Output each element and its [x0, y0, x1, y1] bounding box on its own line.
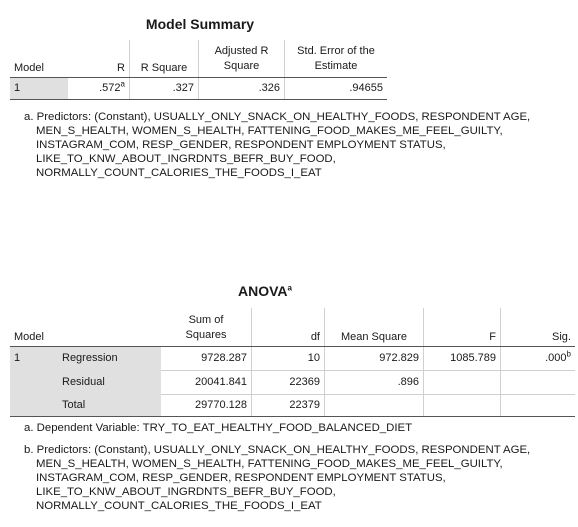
ss-line2: Squares — [185, 328, 227, 341]
std-error-cell: .94655 — [285, 77, 388, 99]
col-f-header: F — [424, 308, 501, 346]
anova-footnote-a — [24, 421, 412, 435]
ss-cell: 9728.287 — [161, 346, 252, 370]
row-label-cell: Regression — [58, 346, 161, 370]
anova-title: ANOVA$^a$ — [238, 283, 292, 299]
row-label-cell: Residual — [58, 370, 161, 394]
row-model-cell: 1 — [10, 346, 58, 370]
f-cell: 1085.789 — [424, 346, 501, 370]
ms-cell: .896 — [325, 370, 424, 394]
se-line2: Estimate — [314, 59, 358, 72]
model-summary-table — [10, 40, 387, 100]
col-df-header: df — [252, 308, 325, 346]
footnote-line: INSTAGRAM_COM, RESP_GENDER, RESPONDENT EMPLOYMENT STATUS, — [36, 139, 446, 151]
col-label-header — [58, 308, 161, 346]
r-superscript: a — [120, 79, 125, 89]
footnote-line: LIKE_TO_KNW_ABOUT_INGRDNTS_BEFR_BUY_FOOD, — [36, 153, 336, 165]
ss-cell: 29770.128 — [161, 394, 252, 416]
model-summary-footnote — [24, 110, 530, 180]
se-line1: Std. Error of the — [297, 44, 375, 57]
footnote-line: MEN_S_HEALTH, WOMEN_S_HEALTH, FATTENING_FOOD_MAKES_ME_FEEL_GUILTY, — [36, 125, 503, 137]
sig-cell — [501, 394, 576, 416]
table-row — [10, 346, 575, 370]
col-adj-r-square-header — [199, 40, 285, 77]
footnote-line: MEN_S_HEALTH, WOMEN_S_HEALTH, FATTENING_FOOD_MAKES_ME_FEEL_GUILTY, — [36, 458, 503, 470]
col-sig-header: Sig. — [501, 308, 576, 346]
footnote-line: NORMALLY_COUNT_CALORIES_THE_FOODS_I_EAT — [36, 167, 322, 179]
table-row — [10, 394, 575, 416]
r-square-cell: .327 — [130, 77, 199, 99]
r-value-cell: .572$^a$ — [68, 77, 130, 99]
df-cell: 22369 — [252, 370, 325, 394]
footnote-line: NORMALLY_COUNT_CALORIES_THE_FOODS_I_EAT — [36, 500, 322, 512]
col-std-error-header — [285, 40, 388, 77]
footnote-line: LIKE_TO_KNW_ABOUT_INGRDNTS_BEFR_BUY_FOOD, — [36, 486, 336, 498]
row-model-cell: 1 — [10, 77, 68, 99]
ms-cell: 972.829 — [325, 346, 424, 370]
sig-superscript: b — [566, 349, 571, 359]
anova-table — [10, 308, 575, 417]
row-model-cell — [10, 370, 58, 394]
df-cell: 22379 — [252, 394, 325, 416]
anova-footnote-b — [24, 443, 530, 513]
table-row — [10, 370, 575, 394]
footnote-line: a. Dependent Variable: TRY_TO_EAT_HEALTHY_FOOD_BALANCED_DIET — [24, 422, 413, 434]
ss-line1: Sum of — [188, 313, 224, 326]
table-header-row — [10, 308, 575, 346]
anova-title-superscript: a — [287, 283, 292, 293]
ms-cell — [325, 394, 424, 416]
adj-r-line1: Adjusted R — [214, 44, 269, 57]
table-header-row — [10, 40, 387, 77]
row-model-cell — [10, 394, 58, 416]
sig-cell: .000$^b$ — [501, 346, 576, 370]
sig-cell — [501, 370, 576, 394]
col-model-header: Model — [10, 40, 68, 77]
col-r-square-header: R Square — [130, 40, 199, 77]
model-summary-title: Model Summary — [145, 16, 255, 32]
table-row — [10, 77, 387, 99]
col-model-header: Model — [10, 308, 58, 346]
f-cell — [424, 370, 501, 394]
footnote-line: a. Predictors: (Constant), USUALLY_ONLY_SNACK_ON_HEALTHY_FOODS, RESPONDENT AGE, — [24, 111, 531, 123]
col-mean-square-header: Mean Square — [325, 308, 424, 346]
ss-cell: 20041.841 — [161, 370, 252, 394]
footnote-line: INSTAGRAM_COM, RESP_GENDER, RESPONDENT EMPLOYMENT STATUS, — [36, 472, 446, 484]
f-cell — [424, 394, 501, 416]
adj-r-line2: Square — [223, 59, 260, 72]
df-cell: 10 — [252, 346, 325, 370]
footnote-line: b. Predictors: (Constant), USUALLY_ONLY_SNACK_ON_HEALTHY_FOODS, RESPONDENT AGE, — [24, 444, 531, 456]
col-r-header: R — [68, 40, 130, 77]
row-label-cell: Total — [58, 394, 161, 416]
col-sum-squares-header — [161, 308, 252, 346]
adj-r-square-cell: .326 — [199, 77, 285, 99]
